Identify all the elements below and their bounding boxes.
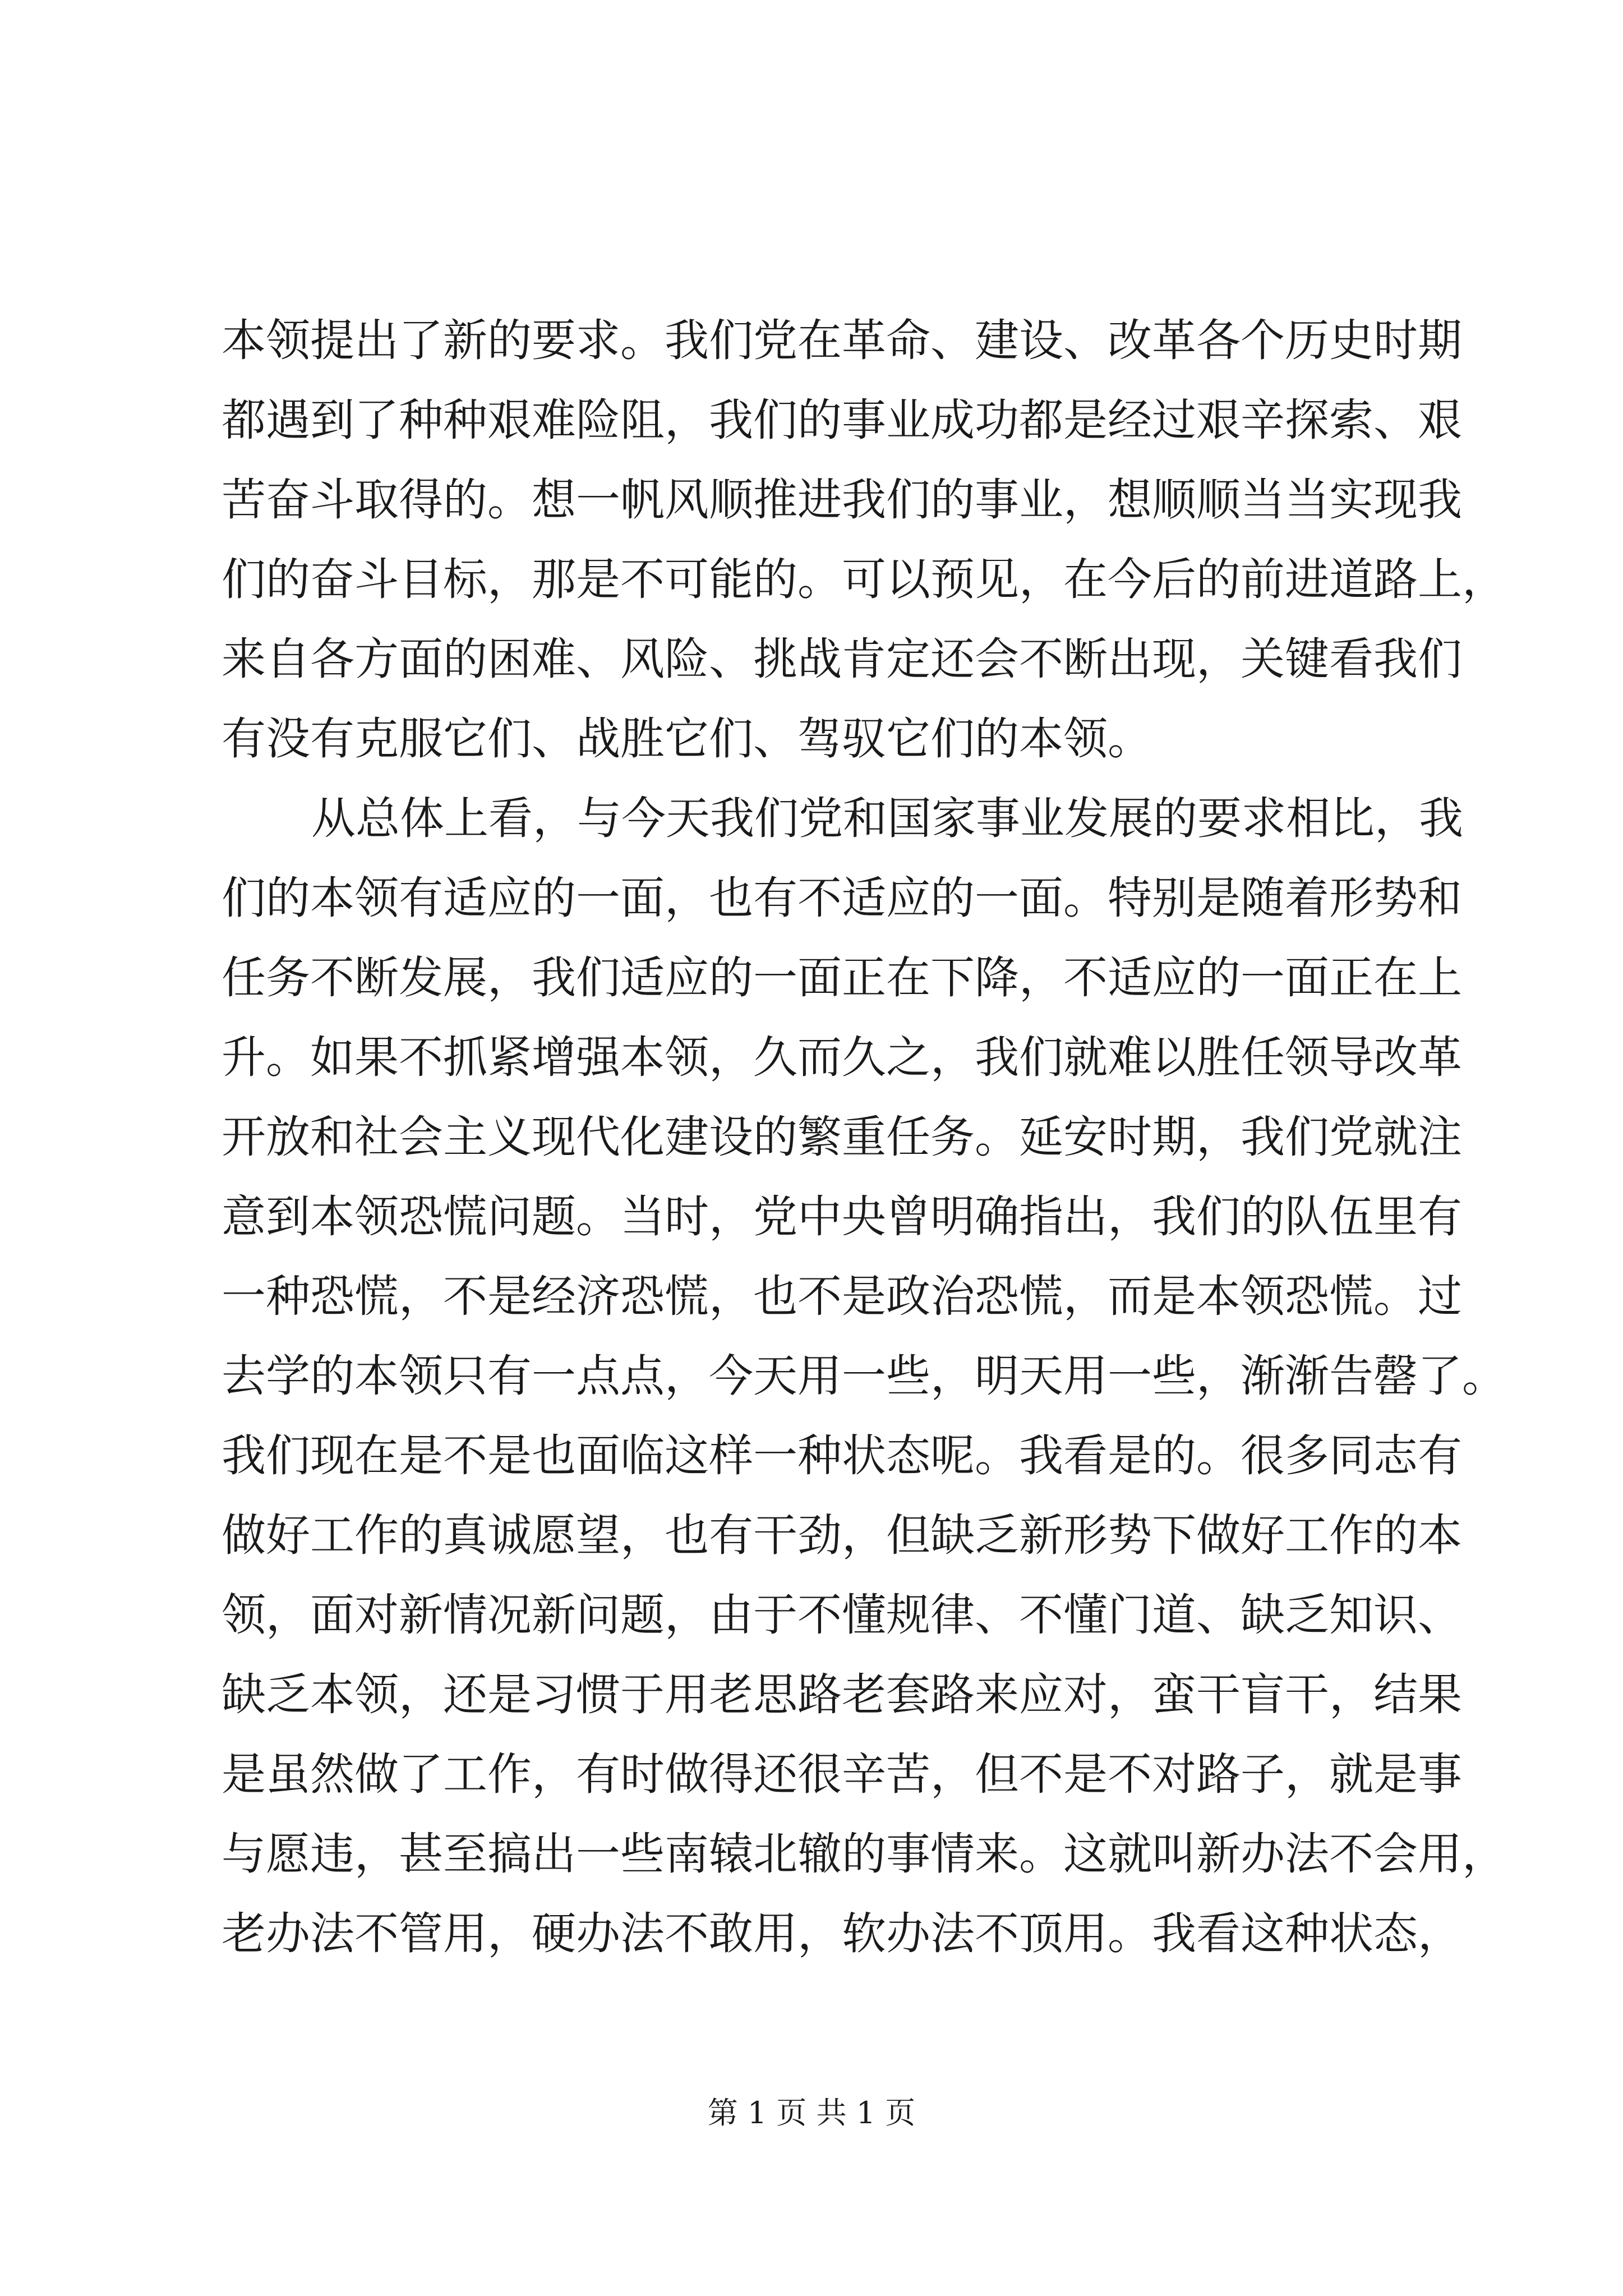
text-line: 是虽然做了工作，有时做得还很辛苦，但不是不对路子，就是事 xyxy=(222,1749,1462,1800)
text-line: 有没有克服它们、战胜它们、驾驭它们的本领。 xyxy=(222,713,1152,765)
text-line: 们的奋斗目标，那是不可能的。可以预见，在今后的前进道路上， xyxy=(222,554,1506,605)
text-line: 来自各方面的困难、风险、挑战肯定还会不断出现，关键看我们 xyxy=(222,633,1462,685)
text-line: 领，面对新情况新问题，由于不懂规律、不懂门道、缺乏知识、 xyxy=(222,1589,1462,1641)
text-line: 缺乏本领，还是习惯于用老思路老套路来应对，蛮干盲干，结果 xyxy=(222,1669,1462,1720)
page-number-footer: 第 1 页 共 1 页 xyxy=(707,2095,916,2131)
text-line: 做好工作的真诚愿望，也有干劲，但缺乏新形势下做好工作的本 xyxy=(222,1510,1462,1561)
text-line: 老办法不管用，硬办法不敢用，软办法不顶用。我看这种状态， xyxy=(222,1908,1462,1959)
text-line: 我们现在是不是也面临这样一种状态呢。我看是的。很多同志有 xyxy=(222,1430,1462,1481)
text-line: 苦奋斗取得的。想一帆风顺推进我们的事业，想顺顺当当实现我 xyxy=(222,474,1462,526)
text-line: 从总体上看，与今天我们党和国家事业发展的要求相比，我 xyxy=(311,793,1463,844)
text-line: 意到本领恐慌问题。当时，党中央曾明确指出，我们的队伍里有 xyxy=(222,1191,1462,1243)
text-line: 本领提出了新的要求。我们党在革命、建设、改革各个历史时期 xyxy=(222,315,1462,366)
text-line: 与愿违，甚至搞出一些南辕北辙的事情来。这就叫新办法不会用， xyxy=(222,1828,1506,1880)
text-line: 开放和社会主义现代化建设的繁重任务。延安时期，我们党就注 xyxy=(222,1111,1462,1163)
text-line: 一种恐慌，不是经济恐慌，也不是政治恐慌，而是本领恐慌。过 xyxy=(222,1271,1462,1322)
document-body xyxy=(222,301,1506,1973)
text-line: 都遇到了种种艰难险阻，我们的事业成功都是经过艰辛探索、艰 xyxy=(222,394,1462,446)
text-line: 任务不断发展，我们适应的一面正在下降，不适应的一面正在上 xyxy=(222,952,1462,1004)
text-line: 们的本领有适应的一面，也有不适应的一面。特别是随着形势和 xyxy=(222,872,1462,924)
text-line: 升。如果不抓紧增强本领，久而久之，我们就难以胜任领导改革 xyxy=(222,1032,1462,1083)
text-line: 去学的本领只有一点点，今天用一些，明天用一些，渐渐告罄了。 xyxy=(222,1350,1506,1402)
